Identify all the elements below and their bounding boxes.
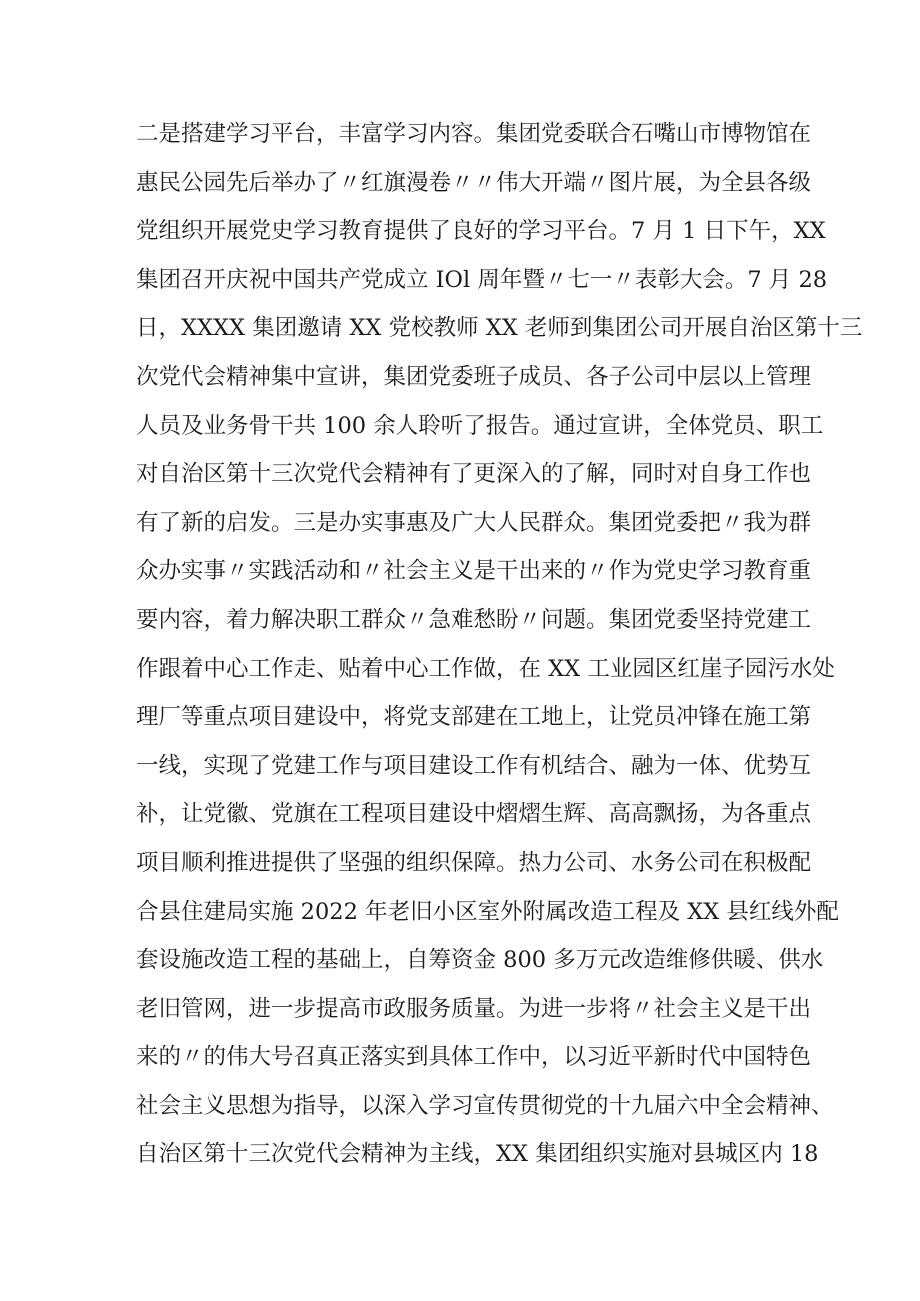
text-line: 次党代会精神集中宣讲，集团党委班子成员、各子公司中层以上管理 [136,363,812,390]
text-line: 有了新的启发。三是办实事惠及广大人民群众。集团党委把〃我为群 [136,509,812,536]
text-line: 党组织开展党史学习教育提供了良好的学习平台。7 月 1 日下午，XX [136,218,826,245]
text-line: 众办实事〃实践活动和〃社会主义是干出来的〃作为党史学习教育重 [136,558,812,585]
text-line: 合县住建局实施 2022 年老旧小区室外附属改造工程及 XX 县红线外配 [136,898,839,925]
text-line: 社会主义思想为指导，以深入学习宣传贯彻党的十九届六中全会精神、 [136,1092,834,1119]
text-line: 老旧管网，进一步提高市政服务质量。为进一步将〃社会主义是干出 [136,995,812,1022]
text-line: 集团召开庆祝中国共产党成立 IOl 周年暨〃七一〃表彰大会。7 月 28 [136,266,828,293]
text-line: 人员及业务骨干共 100 余人聆听了报告。通过宣讲，全体党员、职工 [136,412,824,439]
text-line: 要内容，着力解决职工群众〃急难愁盼〃问题。集团党委坚持党建工 [136,606,812,633]
text-line: 作跟着中心工作走、贴着中心工作做，在 XX 工业园区红崖子园污水处 [136,655,835,682]
body-paragraph [136,110,863,1179]
text-line: 日，XXXX 集团邀请 XX 党校教师 XX 老师到集团公司开展自治区第十三 [136,315,863,342]
text-line: 理厂等重点项目建设中，将党支部建在工地上，让党员冲锋在施工第 [136,704,812,731]
text-line: 对自治区第十三次党代会精神有了更深入的了解，同时对自身工作也 [136,461,812,488]
text-line: 套设施改造工程的基础上，自筹资金 800 多万元改造维修供暖、供水 [136,947,824,974]
text-line: 项目顺利推进提供了坚强的组织保障。热力公司、水务公司在积极配 [136,849,812,876]
text-line: 自治区第十三次党代会精神为主线，XX 集团组织实施对县城区内 18 [136,1141,819,1168]
text-line: 惠民公园先后举办了〃红旗漫卷〃〃伟大开端〃图片展，为全县各级 [136,169,812,196]
text-line: 一线，实现了党建工作与项目建设工作有机结合、融为一体、优势互 [136,752,812,779]
text-line: 二是搭建学习平台，丰富学习内容。集团党委联合石嘴山市博物馆在 [136,121,812,147]
text-line: 来的〃的伟大号召真正落实到具体工作中，以习近平新时代中国特色 [136,1044,812,1071]
text-line: 补，让党徽、党旗在工程项目建设中熠熠生辉、高高飘扬，为各重点 [136,801,812,828]
